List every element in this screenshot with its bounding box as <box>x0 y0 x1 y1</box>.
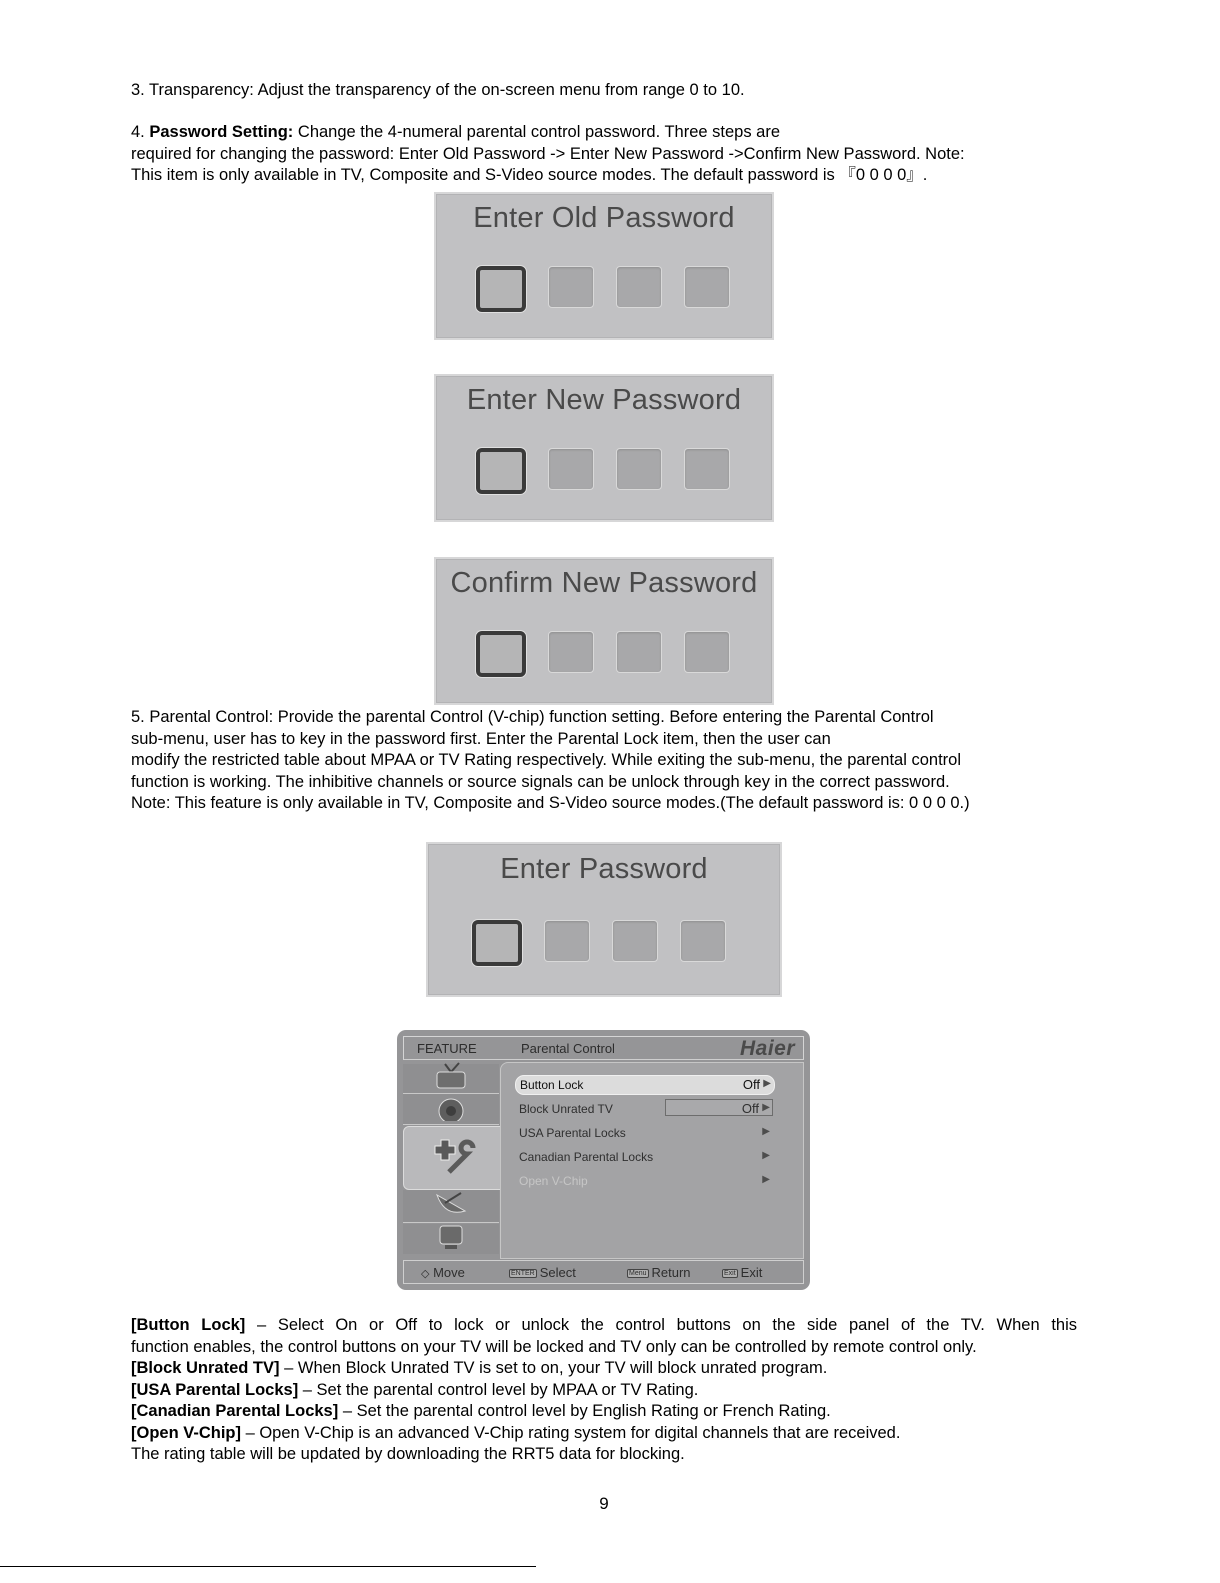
digit-box-2[interactable] <box>548 631 594 673</box>
digit-box-4[interactable] <box>684 631 730 673</box>
hint-select: ENTER Select <box>511 1265 576 1280</box>
digit-box-3[interactable] <box>612 920 658 962</box>
password-digits <box>472 920 726 966</box>
rrt-line: The rating table will be updated by downloading the RRT5 data for blocking. <box>131 1445 685 1463</box>
option-usa-parental-locks[interactable] <box>515 1124 773 1142</box>
dialog-title: Enter New Password <box>466 384 742 416</box>
parental-line-2: sub-menu, user has to key in the password first. Enter the Parental Lock item, then the user can <box>131 729 831 748</box>
block-unrated-line: [Block Unrated TV] – When Block Unrated TV is set to on, your TV will block unrated program. <box>131 1359 828 1377</box>
satellite-dish-icon <box>431 1189 471 1224</box>
arrow-right-icon: ▶ <box>762 1150 770 1161</box>
tools-icon <box>429 1134 479 1183</box>
option-button-lock[interactable] <box>515 1075 775 1095</box>
tab-audio[interactable] <box>403 1094 499 1125</box>
arrow-right-icon: ▶ <box>762 1126 770 1137</box>
digit-box-1[interactable] <box>476 448 526 494</box>
speaker-icon <box>431 1093 471 1126</box>
page-number: 9 <box>599 1494 609 1513</box>
digit-box-2[interactable] <box>544 920 590 962</box>
tv-icon <box>431 1062 471 1095</box>
menu-options-panel <box>500 1062 804 1259</box>
dialog-title: Enter Old Password <box>473 202 735 234</box>
password-line-3: This item is only available in TV, Composite and S-Video source modes. The default password is 『0 0 0 0』. <box>131 166 928 184</box>
brand-logo: Haier <box>739 1037 795 1060</box>
arrow-right-icon: ▶ <box>762 1174 770 1185</box>
password-line-2: required for changing the password: Enter Old Password -> Enter New Password ->Confirm New Password. Note: <box>131 144 965 163</box>
parental-control-menu <box>397 1030 810 1290</box>
canadian-locks-line: [Canadian Parental Locks] – Set the parental control level by English Rating or French Rating. <box>131 1402 831 1420</box>
enter-key-icon: ENTER <box>511 1270 535 1277</box>
button-lock-line-2: function enables, the control buttons on your TV will be locked and TV only can be controlled by remote control only. <box>131 1337 977 1356</box>
digit-box-1[interactable] <box>472 920 522 966</box>
option-block-unrated-tv[interactable] <box>515 1100 773 1118</box>
menu-title: Parental Control <box>521 1041 615 1056</box>
move-arrows-icon: ◇ <box>421 1268 430 1280</box>
arrow-right-icon: ▶ <box>762 1102 770 1113</box>
open-vchip-line: [Open V-Chip] – Open V-Chip is an advanced V-Chip rating system for digital channels that are received. <box>131 1423 901 1442</box>
dialog-title: Enter Password <box>500 853 708 885</box>
option-value: Off <box>741 1101 759 1116</box>
parental-line-1: 5. Parental Control: Provide the parental Control (V-chip) function setting. Before entering the Parental Control <box>131 708 934 726</box>
password-line-1: Change the 4-numeral parental control password. Three steps are <box>293 123 781 141</box>
monitor-icon <box>431 1223 471 1256</box>
option-label: Block Unrated TV <box>519 1102 613 1116</box>
tab-setup[interactable] <box>403 1224 499 1254</box>
digit-box-1[interactable] <box>476 266 526 312</box>
parental-line-5: Note: This feature is only available in TV, Composite and S-Video source modes.(The default password is: 0 0 0 0.) <box>131 794 970 812</box>
tab-feature[interactable] <box>403 1126 505 1190</box>
open-vchip-heading: [Open V-Chip] <box>131 1423 241 1442</box>
menu-section-label: FEATURE <box>417 1041 477 1056</box>
digit-box-3[interactable] <box>616 266 662 308</box>
menu-sidebar <box>403 1064 499 1256</box>
hint-move: ◇ Move <box>421 1265 465 1280</box>
option-label: Button Lock <box>520 1078 584 1092</box>
footer-rule <box>0 1566 536 1567</box>
usa-locks-line: [USA Parental Locks] – Set the parental control level by MPAA or TV Rating. <box>131 1380 699 1399</box>
password-setting-paragraph <box>131 122 1081 187</box>
menu-hint-bar <box>403 1260 804 1284</box>
confirm-new-password-dialog <box>434 557 774 705</box>
button-lock-line-1: [Button Lock] – Select On or Off to lock or unlock the control buttons on the side panel of the TV. When this <box>131 1316 1077 1334</box>
transparency-text: 3. Transparency: Adjust the transparency of the on-screen menu from range 0 to 10. <box>131 81 745 99</box>
canadian-locks-heading: [Canadian Parental Locks] <box>131 1402 339 1420</box>
option-label: USA Parental Locks <box>519 1126 626 1140</box>
option-label: Canadian Parental Locks <box>519 1150 654 1164</box>
digit-box-4[interactable] <box>684 266 730 308</box>
option-canadian-parental-locks[interactable] <box>515 1148 773 1166</box>
option-value: Off <box>742 1077 760 1092</box>
parental-line-3: modify the restricted table about MPAA or TV Rating respectively. While exiting the sub-menu, the parental control <box>131 751 961 769</box>
option-descriptions <box>131 1315 1077 1466</box>
tab-picture[interactable] <box>403 1064 499 1094</box>
menu-key-icon: Menu <box>629 1270 647 1277</box>
enter-password-dialog <box>426 842 782 997</box>
digit-box-3[interactable] <box>616 631 662 673</box>
option-open-v-chip[interactable] <box>515 1172 773 1190</box>
hint-exit: Exit Exit <box>724 1265 763 1280</box>
digit-box-2[interactable] <box>548 266 594 308</box>
password-digits <box>476 631 730 677</box>
tab-channel[interactable] <box>403 1190 499 1223</box>
parental-line-4: function is working. The inhibitive channels or source signals can be unlock through key in the correct password. <box>131 772 950 791</box>
block-unrated-heading: [Block Unrated TV] <box>131 1359 280 1377</box>
button-lock-heading: [Button Lock] <box>131 1316 246 1334</box>
dialog-title: Confirm New Password <box>450 567 758 599</box>
hint-return: Menu Return <box>629 1265 691 1280</box>
digit-box-3[interactable] <box>616 448 662 490</box>
enter-old-password-dialog <box>434 192 774 340</box>
parental-control-paragraph <box>131 707 1081 815</box>
digit-box-1[interactable] <box>476 631 526 677</box>
enter-new-password-dialog <box>434 374 774 522</box>
digit-box-4[interactable] <box>680 920 726 962</box>
password-digits <box>476 448 730 494</box>
menu-header <box>403 1036 804 1060</box>
password-setting-heading: Password Setting: <box>149 123 294 141</box>
digit-box-4[interactable] <box>684 448 730 490</box>
option-label: Open V-Chip <box>519 1174 588 1188</box>
transparency-paragraph <box>131 80 1081 102</box>
arrow-right-icon: ▶ <box>763 1078 771 1089</box>
digit-box-2[interactable] <box>548 448 594 490</box>
exit-key-icon: Exit <box>724 1270 736 1277</box>
usa-locks-heading: [USA Parental Locks] <box>131 1380 299 1399</box>
password-digits <box>476 266 730 312</box>
password-num: 4. <box>131 123 150 141</box>
